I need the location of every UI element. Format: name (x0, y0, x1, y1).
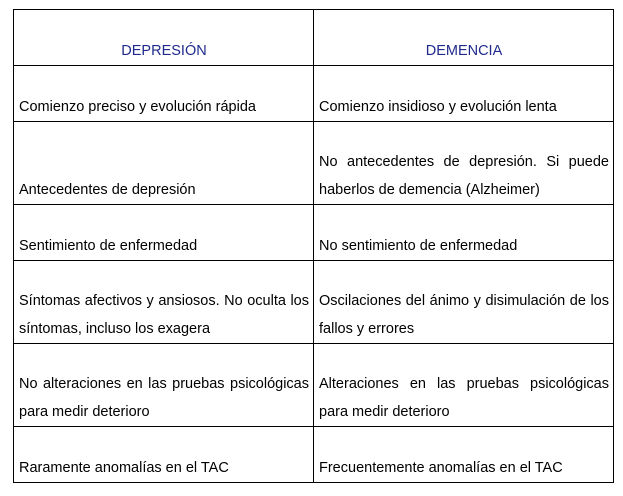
cell-demencia: Alteraciones en las pruebas psicológicas para medir deterioro (314, 344, 614, 427)
table-row (14, 261, 614, 344)
cell-depresion: Antecedentes de depresión (14, 122, 314, 205)
cell-depresion: No alteraciones en las pruebas psicológicas para medir deterioro (14, 344, 314, 427)
cell-demencia: No antecedentes de depresión. Si puede haberlos de demencia (Alzheimer) (314, 122, 614, 205)
table-row (14, 205, 614, 261)
cell-demencia: Comienzo insidioso y evolución lenta (314, 66, 614, 122)
table-row (14, 344, 614, 427)
cell-depresion: Raramente anomalías en el TAC (14, 427, 314, 483)
header-demencia: DEMENCIA (314, 10, 614, 66)
comparison-table (13, 9, 614, 483)
table-row (14, 66, 614, 122)
cell-demencia: No sentimiento de enfermedad (314, 205, 614, 261)
table-header-row (14, 10, 614, 66)
cell-demencia: Frecuentemente anomalías en el TAC (314, 427, 614, 483)
cell-depresion: Comienzo preciso y evolución rápida (14, 66, 314, 122)
cell-demencia: Oscilaciones del ánimo y disimulación de los fallos y errores (314, 261, 614, 344)
cell-depresion: Sentimiento de enfermedad (14, 205, 314, 261)
cell-depresion: Síntomas afectivos y ansiosos. No oculta los síntomas, incluso los exagera (14, 261, 314, 344)
header-depresion: DEPRESIÓN (14, 10, 314, 66)
table-row (14, 427, 614, 483)
table-row (14, 122, 614, 205)
